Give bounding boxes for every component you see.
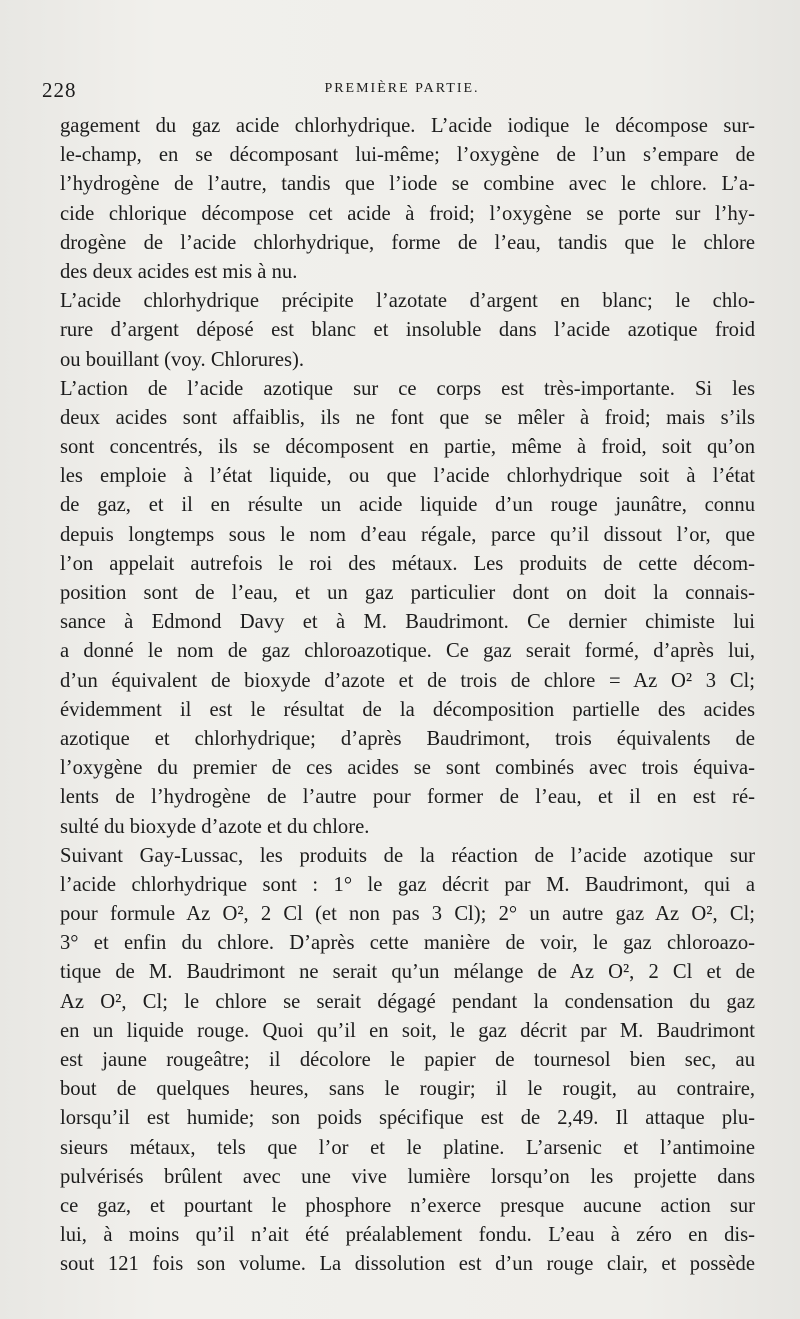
text-line: le-champ, en se décomposant lui-même; l’oxygène de l’un s’empare de xyxy=(60,144,755,167)
text-line: sulté du bioxyde d’azote et du chlore. xyxy=(60,815,370,838)
text-line: en un liquide rouge. Quoi qu’il en soit, le gaz décrit par M. Baudrimont xyxy=(60,1019,755,1042)
text-line: L’action de l’acide azotique sur ce corps est très-importante. Si les xyxy=(60,377,755,400)
text-line: l’on appelait autrefois le roi des métaux. Les produits de cette décom- xyxy=(60,552,755,575)
text-line: des deux acides est mis à nu. xyxy=(60,260,298,283)
text-line: sout 121 fois son volume. La dissolution est d’un rouge clair, et possède xyxy=(60,1253,755,1276)
text-line: depuis longtemps sous le nom d’eau régale, parce qu’il dissout l’or, que xyxy=(60,523,755,546)
text-line: cide chlorique décompose cet acide à froid; l’oxygène se porte sur l’hy- xyxy=(60,202,755,225)
text-line: sieurs métaux, tels que l’or et le platine. L’arsenic et l’antimoine xyxy=(60,1136,755,1159)
text-line: pour formule Az O², 2 Cl (et non pas 3 Cl); 2° un autre gaz Az O², Cl; xyxy=(60,903,755,926)
page-header xyxy=(42,78,762,108)
text-line: gagement du gaz acide chlorhydrique. L’acide iodique le décompose sur- xyxy=(60,115,755,137)
running-head: PREMIÈRE PARTIE. xyxy=(324,81,480,96)
text-line: position sont de l’eau, et un gaz particulier dont on doit la connais- xyxy=(60,582,755,604)
text-line: drogène de l’acide chlorhydrique, forme de l’eau, tandis que le chlore xyxy=(60,231,755,254)
text-line: a donné le nom de gaz chloroazotique. Ce gaz serait formé, d’après lui, xyxy=(60,640,755,663)
text-line: bout de quelques heures, sans le rougir; il le rougit, au contraire, xyxy=(60,1078,755,1101)
text-line: évidemment il est le résultat de la décomposition partielle des acides xyxy=(60,698,755,721)
text-line: d’un équivalent de bioxyde d’azote et de trois de chlore = Az O² 3 Cl; xyxy=(60,669,755,692)
text-line: Suivant Gay-Lussac, les produits de la réaction de l’acide azotique sur xyxy=(60,844,755,867)
text-line: lui, à moins qu’il n’ait été préalablement fondu. L’eau à zéro en dis- xyxy=(60,1224,755,1247)
text-line: 3° et enfin du chlore. D’après cette manière de voir, le gaz chloroazo- xyxy=(60,932,755,955)
text-line: l’oxygène du premier de ces acides se sont combinés avec trois équiva- xyxy=(60,757,755,780)
text-line: de gaz, et il en résulte un acide liquide d’un rouge jaunâtre, connu xyxy=(60,494,755,517)
text-line: l’acide chlorhydrique sont : 1° le gaz décrit par M. Baudrimont, qui a xyxy=(60,873,755,896)
text-line: sance à Edmond Davy et à M. Baudrimont. Ce dernier chimiste lui xyxy=(60,611,755,634)
text-line: lents de l’hydrogène de l’autre pour former de l’eau, et il en est ré- xyxy=(60,786,755,809)
text-line: azotique et chlorhydrique; d’après Baudrimont, trois équivalents de xyxy=(60,727,755,750)
page-number: 228 xyxy=(42,78,77,102)
text-line: les emploie à l’état liquide, ou que l’acide chlorhydrique soit à l’état xyxy=(60,465,755,488)
text-line: est jaune rougeâtre; il décolore le papier de tournesol bien sec, au xyxy=(60,1049,755,1071)
text-line: ou bouillant (voy. Chlorures). xyxy=(60,348,305,371)
text-line: lorsqu’il est humide; son poids spécifique est de 2,49. Il attaque plu- xyxy=(60,1107,755,1130)
text-line: Az O², Cl; le chlore se serait dégagé pendant la condensation du gaz xyxy=(60,990,755,1013)
text-line: sont concentrés, ils se décomposent en partie, même à froid, soit qu’on xyxy=(60,436,755,459)
text-line: rure d’argent déposé est blanc et insoluble dans l’acide azotique froid xyxy=(60,319,755,342)
text-line: L’acide chlorhydrique précipite l’azotate d’argent en blanc; le chlo- xyxy=(60,290,755,313)
text-line: l’hydrogène de l’autre, tandis que l’iode se combine avec le chlore. L’a- xyxy=(60,173,755,196)
text-line: tique de M. Baudrimont ne serait qu’un mélange de Az O², 2 Cl et de xyxy=(60,961,755,984)
text-line: ce gaz, et pourtant le phosphore n’exerce presque aucune action sur xyxy=(60,1194,755,1217)
body-text xyxy=(60,112,755,1280)
text-line: deux acides sont affaiblis, ils ne font que se mêler à froid; mais s’ils xyxy=(60,406,755,429)
text-line: pulvérisés brûlent avec une vive lumière lorsqu’on les projette dans xyxy=(60,1165,755,1188)
